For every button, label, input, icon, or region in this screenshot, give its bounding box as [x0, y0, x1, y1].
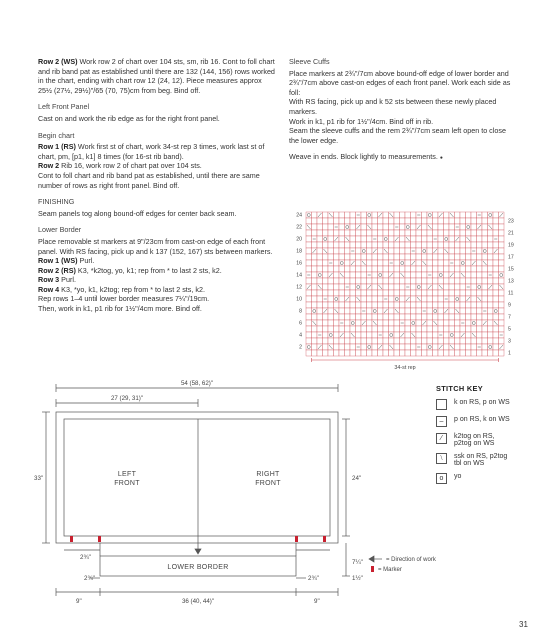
lower-border-label: LOWER BORDER — [167, 564, 229, 571]
chart-row-number-left: 10 — [296, 296, 302, 303]
chart-row-number-left: 24 — [296, 212, 302, 219]
purl-symbol-icon: – — [436, 416, 447, 427]
inner-outline — [64, 419, 330, 536]
begin-chart-heading: Begin chart — [38, 130, 75, 140]
chart-row-number-right: 7 — [508, 314, 511, 321]
chart-row-number-right: 23 — [508, 218, 514, 225]
left-front-label: LEFT — [117, 471, 137, 478]
chart-row-number-right: 19 — [508, 242, 514, 249]
dim-234-c-label: 2¾" — [308, 575, 319, 582]
weave-in-paragraph: Weave in ends. Block lightly to measurements. ● — [289, 152, 443, 162]
key-ssk: ⧵ ssk on RS, p2tog tbl on WS — [436, 453, 510, 467]
left-front-section: Left Front Panel Cast on and work the rib edge as for the right front panel. — [38, 102, 276, 123]
right-height-label: 24" — [352, 475, 362, 482]
chart-row-number-right: 13 — [508, 278, 514, 285]
chart-row-number-right: 11 — [508, 290, 514, 297]
chart-row-number-right: 17 — [508, 254, 514, 261]
finishing-heading: FINISHING — [38, 197, 75, 207]
legend-marker-icon — [371, 566, 374, 572]
chart-row-number-left: 20 — [296, 236, 302, 243]
row2-paragraph: Row 2 (WS) Work row 2 of chart over 104 sts, sm, rib 16. Cont to foll chart and rib band pat as established until there are 132 (144, 156) rows worked in the chart, ending with chart row 12 (24, 12). Piece measures approx 25½ (27½, 29½)"/65 (70, 75)cm from beg. Bind off. — [38, 57, 275, 95]
chart-row-number-left: 2 — [299, 344, 302, 351]
k2tog-symbol-icon: ⁄ — [436, 433, 447, 444]
key-k2tog: ⁄ k2tog on RS, p2tog on WS — [436, 433, 510, 447]
border-width-label: 36 (40, 44)" — [181, 598, 215, 605]
page-number: 31 — [519, 620, 528, 629]
dim-234-b-label: 2¾" — [84, 575, 95, 582]
lower-border-heading: Lower Border — [38, 225, 82, 235]
chart-row-number-left: 18 — [296, 248, 302, 255]
chart-row-number-right: 3 — [508, 338, 511, 345]
sleeve-cuffs-section: Sleeve Cuffs Place markers at 2¾"/7cm above bound-off edge of lower border and 2¾"/7cm above cast-on edges of each front panel. Work each side as foll: With RS facing, pick up and k 52 sts between these newly placed markers. Work in k1, p1 rib for 1½"/4cm. Bind off in rib. Seam the sleeve cuffs and the rem 2¾"/7cm seam left open to close the lower edge. — [289, 57, 517, 145]
chart-row-number-right: 15 — [508, 266, 514, 273]
finishing-section: FINISHING Seam panels tog along bound-off edges for center back seam. — [38, 197, 276, 218]
right-front-label-2: FRONT — [255, 480, 281, 487]
ssk-symbol-icon: ⧵ — [436, 453, 447, 464]
chart-row-number-left: 14 — [296, 272, 302, 279]
key-yo: o yo — [436, 473, 510, 484]
chart-row-number-left: 12 — [296, 284, 302, 291]
chart-row-number-left: 16 — [296, 260, 302, 267]
yo-symbol-icon: o — [436, 473, 447, 484]
left-front-label-2: FRONT — [114, 480, 140, 487]
chart-row-number-right: 9 — [508, 302, 511, 309]
sleeve-cuffs-heading: Sleeve Cuffs — [289, 57, 330, 66]
right-front-label: RIGHT — [256, 471, 280, 478]
dim-112-label: 1½" — [352, 575, 363, 582]
key-knit: k on RS, p on WS — [436, 399, 510, 410]
chart-row-number-left: 6 — [299, 320, 302, 327]
chart-row-number-right: 5 — [508, 326, 511, 333]
stitch-key-title: STITCH KEY — [436, 384, 483, 393]
legend-marker-label: = Marker — [378, 567, 402, 573]
lower-border-section: Lower Border Place removable st markers at 9"/23cm from cast-on edge of each front panel. With RS facing, pick up and k 137 (152, 167) sts between markers. Row 1 (WS) Purl. Row 2 (RS) K3, *k2tog, yo, k1; rep from * to last 2 sts, k2. Row 3 Purl. Row 4 K3, *yo, k1, k2tog; rep from * to last 2 sts, k2. Rep rows 1–4 until lower border measures 7¼"/19cm. Then, work in k1, p1 rib for 1½"/4cm more. Bind off. — [38, 225, 276, 313]
chart-row-number-left: 8 — [299, 308, 302, 315]
outer-outline — [56, 412, 338, 543]
legend-direction-label: = Direction of work — [386, 557, 436, 563]
begin-chart-section: Begin chart Row 1 (RS) Work first st of chart, work 34-st rep 3 times, work last st of chart, pm, [p1, k1] 8 times (for 16-st rib band). Row 2 Rib 16, work row 2 of chart pat over 104 sts. Cont to foll chart and rib band pat as established, until there are same number of rows as right front panel. Bind off. — [38, 131, 276, 191]
left-height-label: 33" — [34, 475, 44, 482]
chart-repeat-label: 34-st rep — [394, 365, 416, 371]
key-purl: – p on RS, k on WS — [436, 416, 510, 427]
dim-9b-label: 9" — [314, 598, 320, 605]
dim-9a-label: 9" — [76, 598, 82, 605]
panel-width-label: 27 (29, 31)" — [110, 395, 144, 402]
dim-234-a-label: 2¾" — [80, 554, 91, 561]
chart-row-number-left: 22 — [296, 224, 302, 231]
left-front-heading: Left Front Panel — [38, 102, 90, 112]
total-width-label: 54 (58, 62)" — [180, 380, 214, 387]
chart-row-number-right: 21 — [508, 230, 514, 237]
dim-714-label: 7¼" — [352, 559, 363, 566]
end-bullet-icon: ● — [439, 155, 443, 162]
chart-row-number-left: 4 — [299, 332, 302, 339]
chart-row-number-right: 1 — [508, 350, 511, 357]
